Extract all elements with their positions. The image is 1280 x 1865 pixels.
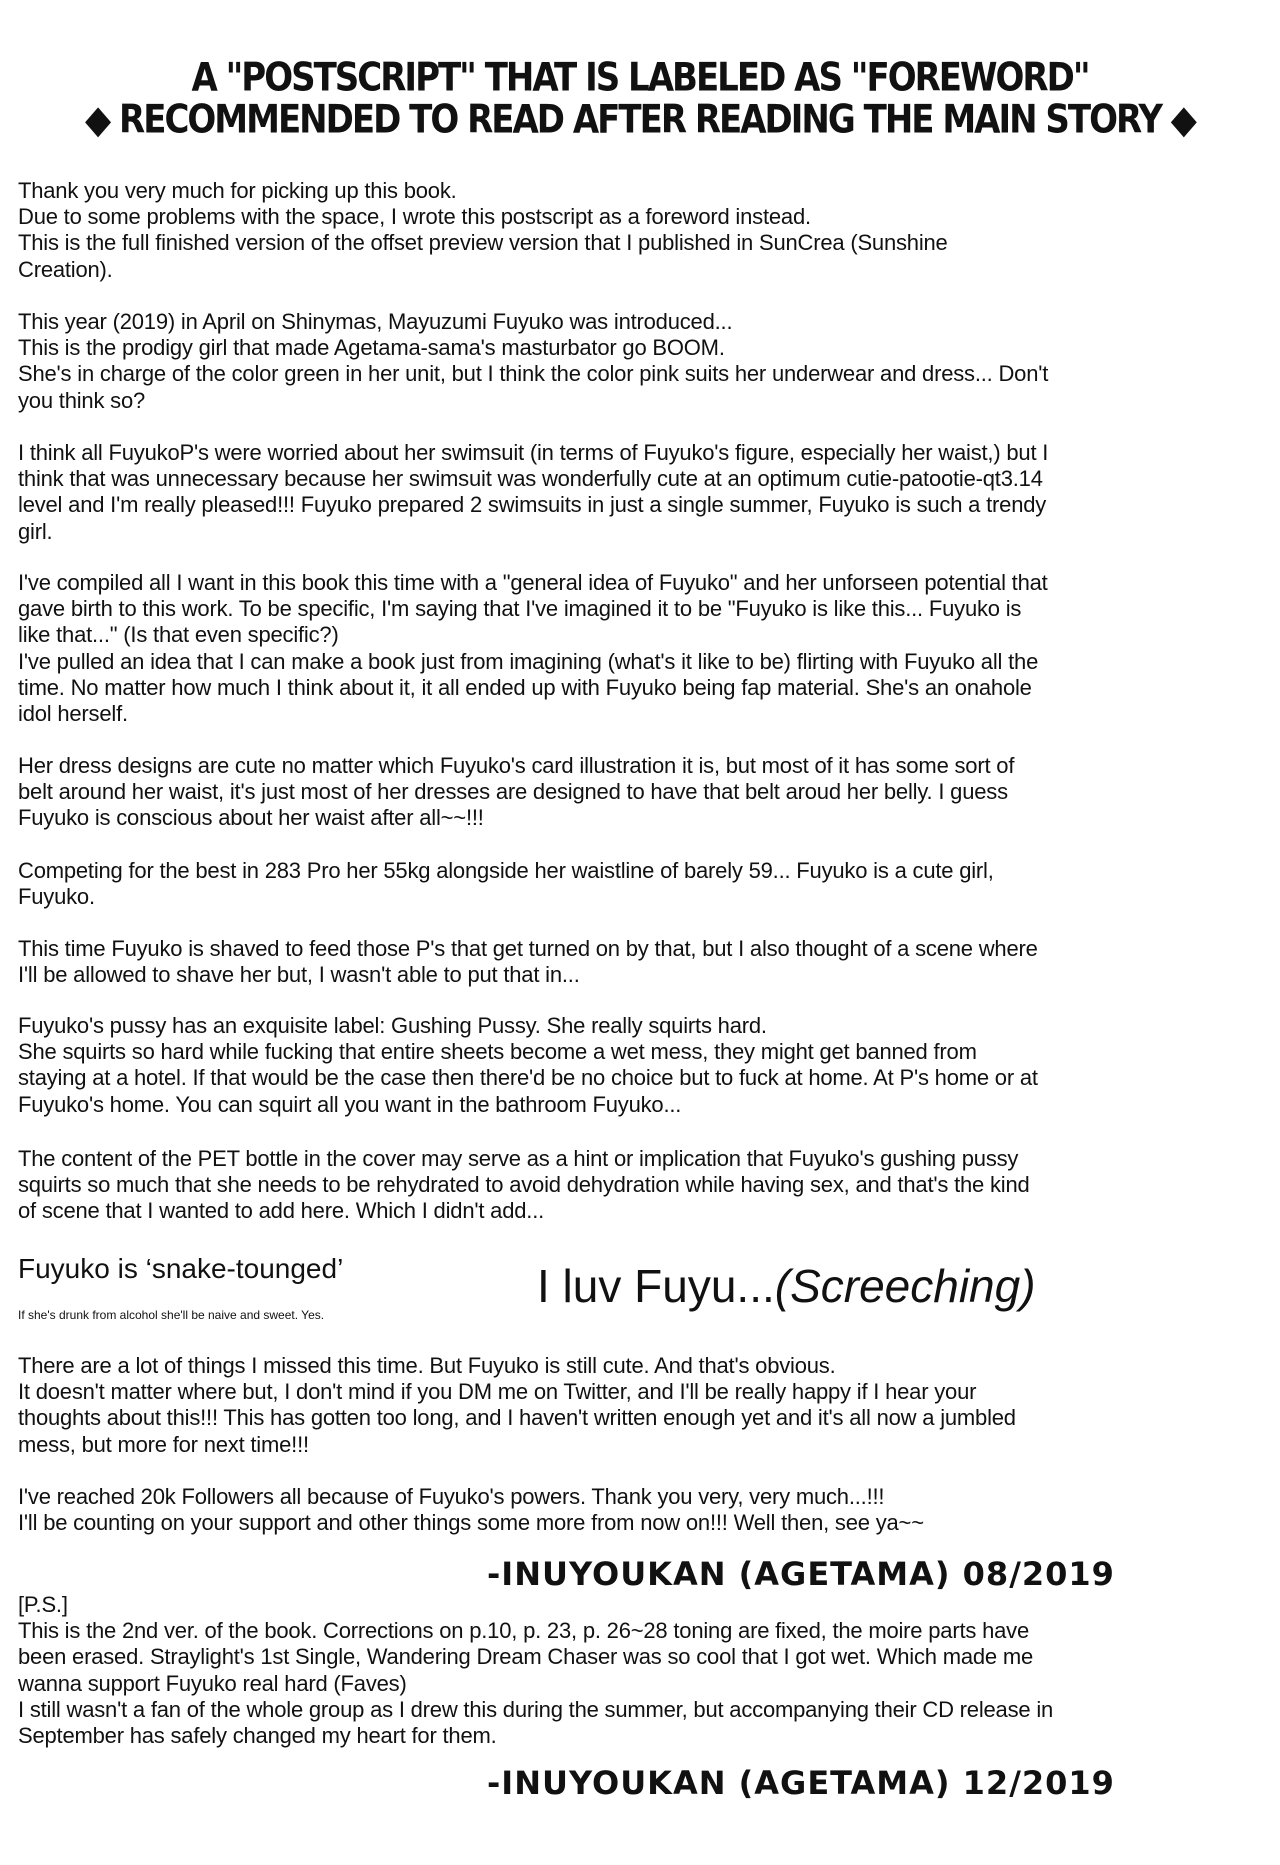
text-line: mess, but more for next time!!! <box>18 1431 309 1457</box>
text-line: idol herself. <box>18 701 128 727</box>
text-line: Thank you very much for picking up this book. <box>18 178 457 203</box>
text-line: Creation). <box>18 256 113 282</box>
text-line: Fuyuko's home. You can squirt all you want in the bathroom Fuyuko... <box>18 1091 682 1117</box>
text-line: I've pulled an idea that I can make a book just from imagining (what's it like to be) flirting with Fuyuko all the <box>18 648 1039 674</box>
paragraph <box>18 570 1268 727</box>
text-line: wanna support Fuyuko real hard (Faves) <box>18 1670 407 1696</box>
title-line-2: ◆ RECOMMENDED TO READ AFTER READING THE MAIN STORY ◆ <box>85 97 1195 143</box>
text-line: gave birth to this work. To be specific, I'm saying that I've imagined it to be "Fuyuko is like this... Fuyuko is <box>18 596 1022 622</box>
text-line: Fuyuko is conscious about her waist after all~~!!! <box>18 805 484 831</box>
text-line: been erased. Straylight's 1st Single, Wandering Dream Chaser was so cool that I got wet. Which made me <box>18 1644 1034 1670</box>
title-line-1: A "POSTSCRIPT" THAT IS LABELED AS "FOREWORD" <box>191 55 1089 101</box>
text-line: squirts so much that she needs to be rehydrated to avoid dehydration while having sex, and that's the kind <box>18 1172 1030 1198</box>
text-line: I've reached 20k Followers all because of Fuyuko's powers. Thank you very, very much...!!! <box>18 1484 885 1509</box>
text-line: I'll be counting on your support and other things some more from now on!!! Well then, see ya~~ <box>18 1510 924 1536</box>
text-line: The content of the PET bottle in the cover may serve as a hint or implication that Fuyuko's gushing pussy <box>18 1146 1019 1171</box>
paragraph <box>18 309 1268 414</box>
paragraph <box>18 1592 1268 1749</box>
paragraph <box>18 1146 1268 1225</box>
text-line: It doesn't matter where but, I don't mind if you DM me on Twitter, and I'll be really happy if I hear your <box>18 1379 977 1405</box>
signature-2: -INUYOUKAN (AGETAMA) 12/2019 <box>487 1764 1115 1802</box>
shout-text <box>537 1258 1036 1314</box>
text-line: She squirts so hard while fucking that entire sheets become a wet mess, they might get banned from <box>18 1039 977 1065</box>
text-line: time. No matter how much I think about it, it all ended up with Fuyuko being fap material. She's an onahole <box>18 674 1032 700</box>
text-line: I still wasn't a fan of the whole group as I drew this during the summer, but accompanying their CD release in <box>18 1696 1054 1722</box>
paragraph <box>18 753 1268 832</box>
section-note: If she's drunk from alcohol she'll be naive and sweet. Yes. <box>18 1308 325 1322</box>
paragraph <box>18 858 1268 910</box>
section-heading: Fuyuko is ‘snake-tounged’ <box>18 1253 344 1284</box>
text-line: you think so? <box>18 387 146 413</box>
text-line: think that was unnecessary because her swimsuit was wonderfully cute at an optimum cutie-patootie-qt3.14 <box>18 466 1043 492</box>
paragraph <box>18 936 1268 988</box>
text-line: September has safely changed my heart for them. <box>18 1723 497 1749</box>
signature-1: -INUYOUKAN (AGETAMA) 08/2019 <box>487 1555 1115 1593</box>
text-line: Due to some problems with the space, I wrote this postscript as a foreword instead. <box>18 204 811 230</box>
text-line: There are a lot of things I missed this time. But Fuyuko is still cute. And that's obvious. <box>18 1353 836 1378</box>
text-line: Her dress designs are cute no matter which Fuyuko's card illustration it is, but most of it has some sort of <box>18 753 1015 778</box>
text-line: of scene that I wanted to add here. Which I didn't add... <box>18 1198 545 1224</box>
text-line: girl. <box>18 518 53 544</box>
text-line: belt around her waist, it's just most of her dresses are designed to have that belt aroud her belly. I guess <box>18 779 1008 805</box>
paragraph <box>18 178 1268 283</box>
text-line: staying at a hotel. If that would be the case then there'd be no choice but to fuck at home. At P's home or at <box>18 1065 1038 1091</box>
text-line: I'll be allowed to shave her but, I wasn't able to put that in... <box>18 962 580 988</box>
text-line: level and I'm really pleased!!! Fuyuko prepared 2 swimsuits in just a single summer, Fuyuko is such a trendy <box>18 492 1047 518</box>
shout-main: I luv Fuyu... <box>537 1260 775 1312</box>
text-line: This time Fuyuko is shaved to feed those P's that get turned on by that, but I also thought of a scene where <box>18 936 1038 961</box>
paragraph <box>18 1484 1268 1536</box>
text-line: Fuyuko's pussy has an exquisite label: Gushing Pussy. She really squirts hard. <box>18 1013 767 1038</box>
shout-parenthetical: (Screeching) <box>774 1260 1036 1312</box>
text-line: I've compiled all I want in this book this time with a "general idea of Fuyuko" and her unforseen potential that <box>18 570 1048 595</box>
text-line: I think all FuyukoP's were worried about her swimsuit (in terms of Fuyuko's figure, especially her waist,) but I <box>18 440 1049 465</box>
text-line: like that..." (Is that even specific?) <box>18 622 339 648</box>
text-line: She's in charge of the color green in her unit, but I think the color pink suits her underwear and dress... Don't <box>18 361 1049 387</box>
paragraph <box>18 1013 1268 1118</box>
text-line: This year (2019) in April on Shinymas, Mayuzumi Fuyuko was introduced... <box>18 309 733 334</box>
paragraph <box>18 1353 1268 1458</box>
text-line: thoughts about this!!! This has gotten too long, and I haven't written enough yet and it's all now a jumbled <box>18 1405 1016 1431</box>
text-line: Competing for the best in 283 Pro her 55kg alongside her waistline of barely 59... Fuyuko is a cute girl, <box>18 858 994 883</box>
text-line: This is the full finished version of the offset preview version that I published in SunCrea (Sunshine <box>18 230 948 256</box>
text-line: Fuyuko. <box>18 884 95 910</box>
text-line: This is the 2nd ver. of the book. Corrections on p.10, p. 23, p. 26~28 toning are fixed, the moire parts have <box>18 1618 1029 1644</box>
text-line: [P.S.] <box>18 1592 68 1617</box>
paragraph <box>18 440 1268 545</box>
text-line: This is the prodigy girl that made Agetama-sama's masturbator go BOOM. <box>18 335 725 361</box>
